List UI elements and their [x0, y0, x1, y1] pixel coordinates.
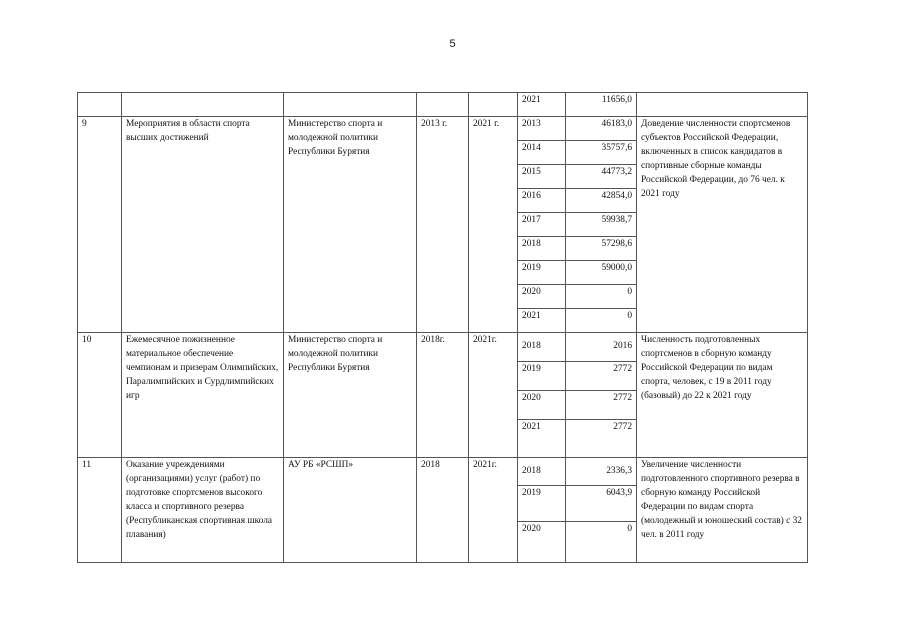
year-cell: 2020 [518, 522, 566, 563]
table-cell [637, 93, 808, 117]
year-cell: 2021 [518, 420, 566, 458]
year-cell: 2013 [518, 117, 566, 141]
value-cell: 59938,7 [566, 213, 637, 237]
value-cell: 2772 [566, 362, 637, 391]
value-cell: 57298,6 [566, 237, 637, 261]
year-cell: 2019 [518, 486, 566, 522]
value-cell: 2772 [566, 391, 637, 420]
year-cell: 2016 [518, 189, 566, 213]
year-cell: 2019 [518, 261, 566, 285]
executor: Министерство спорта и молодежной политики Республики Бурятия [284, 117, 417, 333]
year-cell: 2021 [518, 309, 566, 333]
executor: АУ РБ «РСШП» [284, 458, 417, 563]
value-cell: 2772 [566, 420, 637, 458]
table-row [78, 333, 808, 362]
value-cell: 2016 [566, 333, 637, 362]
value-cell: 46183,0 [566, 117, 637, 141]
row-number: 11 [78, 458, 122, 563]
value-cell: 2336,3 [566, 458, 637, 486]
table-cell [469, 93, 518, 117]
expected-result: Численность подготовленных спортсменов в сборную команду Российской Федерации по видам спорта, человек, с 19 в 2011 году (базовый) до 22 к 2021 году [637, 333, 808, 458]
row-number: 9 [78, 117, 122, 333]
year-cell: 2019 [518, 362, 566, 391]
end-year: 2021г. [469, 458, 518, 563]
year-cell: 2018 [518, 333, 566, 362]
year-cell: 2014 [518, 141, 566, 165]
value-cell: 0 [566, 522, 637, 563]
start-year: 2018г. [417, 333, 469, 458]
table-cell [122, 93, 284, 117]
value-cell: 44773,2 [566, 165, 637, 189]
value-cell: 0 [566, 285, 637, 309]
table-cell [417, 93, 469, 117]
event-title: Мероприятия в области спорта высших достижений [122, 117, 284, 333]
value-cell: 35757,6 [566, 141, 637, 165]
event-title: Ежемесячное пожизненное материальное обеспечение чемпионам и призерам Олимпийских, Паралимпийских и Сурдлимпийских игр [122, 333, 284, 458]
year-cell: 2015 [518, 165, 566, 189]
start-year: 2013 г. [417, 117, 469, 333]
table-cell [284, 93, 417, 117]
value-cell: 59000,0 [566, 261, 637, 285]
end-year: 2021 г. [469, 117, 518, 333]
table-row [78, 117, 808, 141]
value-cell: 6043,9 [566, 486, 637, 522]
expected-result: Увеличение численности подготовленного спортивного резерва в сборную команду Российской Федерации по видам спорта (молодежный и юношеский состав) с 32 чел. в 2011 году [637, 458, 808, 563]
value-cell: 11656,0 [566, 93, 637, 117]
year-cell: 2017 [518, 213, 566, 237]
table-cell [78, 93, 122, 117]
page-number: 5 [449, 38, 456, 50]
year-cell: 2020 [518, 285, 566, 309]
year-cell: 2020 [518, 391, 566, 420]
year-cell: 2018 [518, 458, 566, 486]
year-cell: 2018 [518, 237, 566, 261]
expected-result: Доведение численности спортсменов субъектов Российской Федерации, включенных в список кандидатов в спортивные сборные команды Российской Федерации, до 76 чел. к 2021 году [637, 117, 808, 333]
start-year: 2018 [417, 458, 469, 563]
program-table [77, 92, 808, 563]
value-cell: 0 [566, 309, 637, 333]
year-cell: 2021 [518, 93, 566, 117]
executor: Министерство спорта и молодежной политики Республики Бурятия [284, 333, 417, 458]
row-number: 10 [78, 333, 122, 458]
end-year: 2021г. [469, 333, 518, 458]
table-row [78, 458, 808, 486]
event-title: Оказание учреждениями (организациями) услуг (работ) по подготовке спортсменов высокого класса и спортивного резерва (Республиканская спортивная школа плавания) [122, 458, 284, 563]
value-cell: 42854,0 [566, 189, 637, 213]
table-row [78, 93, 808, 117]
